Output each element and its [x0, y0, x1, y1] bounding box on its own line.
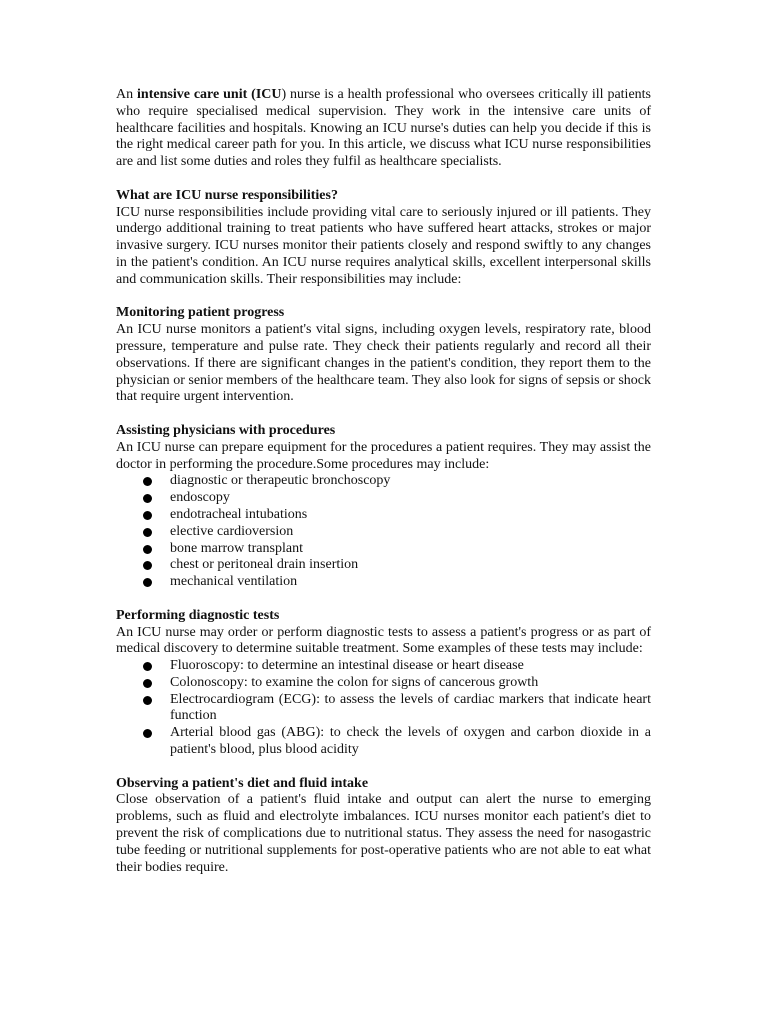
list-item [116, 507, 651, 524]
responsibilities-body: ICU nurse responsibilities include providing vital care to seriously injured or ill patients. They undergo additional training to treat patients who have suffered heart attacks, strokes or major invasive surgery. ICU nurses monitor their patients closely and respond swiftly to any changes in the patient's condition. An ICU nurse requires analytical skills, excellent interpersonal skills and communication skills. Their responsibilities may include: [116, 204, 651, 287]
intro-pre: An [116, 87, 138, 102]
spacer [116, 591, 651, 608]
monitoring-heading: Monitoring patient progress [116, 305, 285, 321]
bullet-icon [143, 696, 152, 705]
list-item-text: Arterial blood gas (ABG): to check the levels of oxygen and carbon dioxide in a patient's blood, plus blood acidity [170, 725, 651, 758]
bullet-icon [143, 578, 152, 587]
list-item-text: Colonoscopy: to examine the colon for signs of cancerous growth [170, 674, 539, 690]
list-item [116, 557, 651, 574]
bullet-icon [143, 511, 152, 520]
diagnostic-body: An ICU nurse may order or perform diagnostic tests to assess a patient's progress or as part of medical discovery to determine suitable treatment. Some examples of these tests may include: [116, 624, 651, 657]
bullet-icon [143, 729, 152, 738]
list-item [116, 473, 651, 490]
intro-paragraph [116, 87, 651, 171]
list-item-text: mechanical ventilation [170, 574, 298, 590]
bullet-icon [143, 545, 152, 554]
procedures-list [116, 473, 651, 591]
document-page [116, 87, 651, 876]
monitoring-body: An ICU nurse monitors a patient's vital signs, including oxygen levels, respiratory rate, blood pressure, temperature and pulse rate. They check their patients regularly and record all their observations. If there are significant changes in the patient's condition, they report them to the physician or senior members of the healthcare team. They also look for signs of sepsis or shock that require urgent intervention. [116, 322, 651, 405]
intro-post: ) nurse is a health professional who oversees critically ill patients who require specialised medical supervision. They work in the intensive care units of healthcare facilities and hospitals. Knowing an ICU nurse's duties can help you decide if this is the right medical career path for you. In this article, we discuss what ICU nurse responsibilities are and list some duties and roles they fulfil as healthcare specialists. [116, 87, 651, 170]
spacer [116, 171, 651, 188]
responsibilities-heading: What are ICU nurse responsibilities? [116, 187, 338, 203]
diet-heading: Observing a patient's diet and fluid intake [116, 775, 369, 791]
list-item-text: elective cardioversion [170, 523, 294, 539]
bullet-icon [143, 679, 152, 688]
list-item [116, 658, 651, 675]
bullet-icon [143, 494, 152, 503]
list-item [116, 692, 651, 726]
bullet-icon [143, 528, 152, 537]
list-item [116, 675, 651, 692]
list-item-text: endoscopy [170, 490, 230, 506]
list-item-text: Electrocardiogram (ECG): to assess the levels of cardiac markers that indicate heart function [170, 691, 651, 724]
assisting-heading: Assisting physicians with procedures [116, 422, 336, 438]
spacer [116, 406, 651, 423]
spacer [116, 289, 651, 306]
bullet-icon [143, 561, 152, 570]
list-item-text: Fluoroscopy: to determine an intestinal disease or heart disease [170, 658, 524, 674]
assisting-body: An ICU nurse can prepare equipment for the procedures a patient requires. They may assist the doctor in performing the procedure.Some procedures may include: [116, 439, 651, 472]
list-item-text: diagnostic or therapeutic bronchoscopy [170, 473, 391, 489]
list-item-text: endotracheal intubations [170, 506, 308, 522]
bullet-icon [143, 477, 152, 486]
diet-body: Close observation of a patient's fluid intake and output can alert the nurse to emerging problems, such as fluid and electrolyte imbalances. ICU nurses monitor each patient's diet to prevent the risk of complications due to nutritional status. They assess the need for nasogastric tube feeding or nutritional supplements for post-operative patients who are not able to eat what their bodies require. [116, 792, 651, 875]
list-item [116, 524, 651, 541]
spacer [116, 759, 651, 776]
list-item-text: bone marrow transplant [170, 540, 303, 556]
list-item [116, 541, 651, 558]
list-item [116, 574, 651, 591]
list-item [116, 490, 651, 507]
tests-list [116, 658, 651, 759]
list-item-text: chest or peritoneal drain insertion [170, 557, 359, 573]
intro-bold-term: intensive care unit (ICU [137, 87, 282, 102]
diagnostic-heading: Performing diagnostic tests [116, 607, 280, 623]
bullet-icon [143, 662, 152, 671]
list-item [116, 725, 651, 759]
